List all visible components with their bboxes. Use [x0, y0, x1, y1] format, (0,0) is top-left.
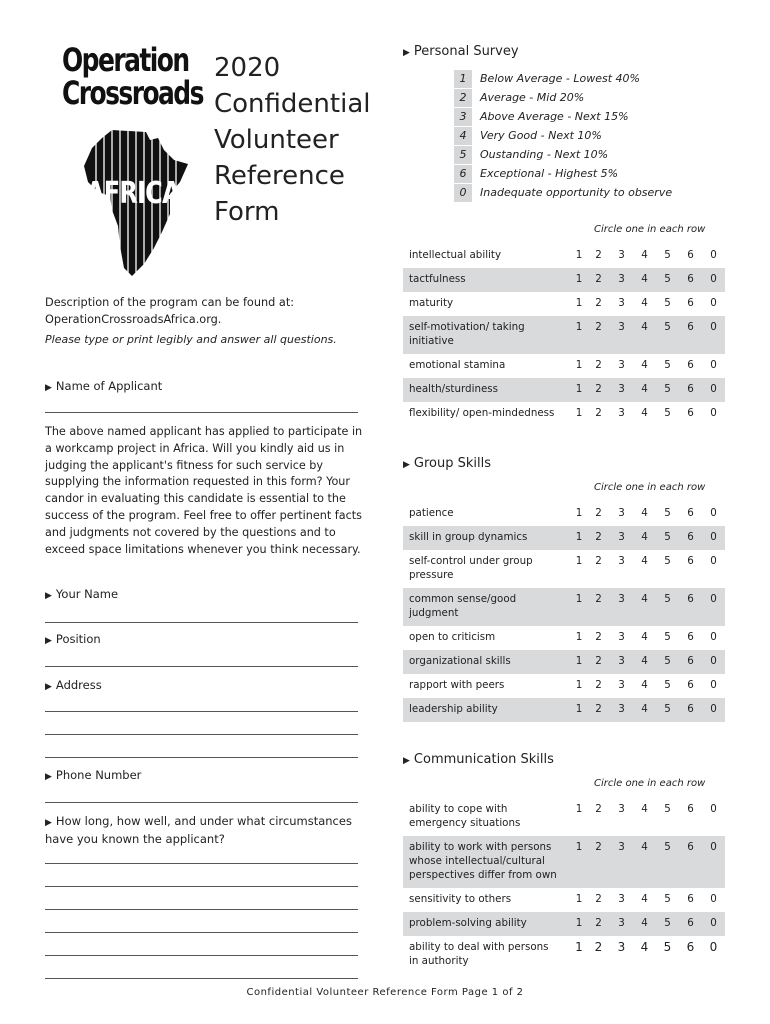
logo-line-3: AFRICA [86, 176, 180, 211]
communication-skills-heading [403, 752, 554, 767]
rating-options [571, 554, 725, 568]
rating-option[interactable]: 0 [710, 679, 717, 691]
rating-options [571, 506, 725, 520]
program-description: Description of the program can be found at: OperationCrossroadsAfrica.org. [45, 296, 295, 326]
rating-option[interactable]: 0 [710, 655, 717, 667]
rating-option[interactable]: 4 [641, 273, 648, 285]
rating-row-label: tactfulness [409, 273, 466, 285]
rating-row [403, 698, 725, 722]
rating-option[interactable]: 6 [687, 555, 694, 567]
rating-option[interactable]: 5 [664, 321, 671, 333]
rating-row-label: organizational skills [409, 655, 511, 667]
rating-row-label: problem-solving ability [409, 917, 527, 929]
rating-option[interactable]: 0 [710, 383, 717, 395]
rating-option[interactable]: 5 [664, 893, 671, 905]
scale-code: 4 [454, 127, 472, 145]
address-label-text: Address [55, 678, 102, 692]
rating-option[interactable]: 6 [687, 593, 694, 605]
rating-option[interactable]: 6 [687, 917, 694, 929]
rating-option[interactable]: 4 [641, 841, 648, 853]
scale-description: Inadequate opportunity to observe [480, 186, 673, 199]
rating-options [571, 702, 725, 716]
rating-row-label: ability to cope with emergency situations [409, 803, 521, 829]
scale-row [454, 69, 672, 88]
how-long-label [45, 813, 365, 847]
rating-row-label: sensitivity to others [409, 893, 512, 905]
scale-code: 6 [454, 165, 472, 183]
rating-option[interactable]: 2 [594, 940, 603, 954]
rating-row-label: self-motivation/ taking initiative [409, 321, 525, 347]
rating-option[interactable]: 4 [641, 555, 648, 567]
rating-option[interactable]: 5 [664, 531, 671, 543]
rating-option[interactable]: 1 [575, 631, 583, 643]
rating-option[interactable]: 1 [575, 531, 583, 543]
rating-option[interactable]: 4 [641, 407, 648, 419]
rating-option[interactable]: 1 [575, 679, 583, 691]
circle-note-personal: Circle one in each row [594, 224, 706, 235]
rating-option[interactable]: 3 [618, 273, 625, 285]
rating-option[interactable]: 3 [618, 803, 625, 815]
communication-skills-title: Communication Skills [413, 752, 554, 767]
rating-option[interactable]: 6 [687, 407, 694, 419]
rating-row [403, 550, 725, 588]
scale-description: Exceptional - Highest 5% [480, 167, 619, 180]
rating-option[interactable]: 3 [618, 555, 625, 567]
rating-row [403, 526, 725, 550]
rating-option[interactable]: 6 [687, 703, 694, 715]
rating-option[interactable]: 0 [710, 703, 717, 715]
rating-option[interactable]: 5 [664, 679, 671, 691]
rating-option[interactable]: 0 [709, 940, 718, 954]
position-label [45, 631, 101, 649]
rating-row [403, 244, 725, 268]
rating-options [571, 382, 725, 396]
rating-option[interactable]: 2 [595, 507, 602, 519]
rating-option[interactable]: 5 [663, 940, 672, 954]
rating-option[interactable]: 4 [640, 940, 649, 954]
rating-options [571, 272, 725, 286]
rating-row [403, 650, 725, 674]
rating-option[interactable]: 5 [664, 703, 671, 715]
rating-row-label: intellectual ability [409, 249, 502, 261]
intro-paragraph: The above named applicant has applied to participate in a workcamp project in Africa. Will you kindly aid us in judging the applicant's fitness for such service by supplying the information requested in this form? Your candor in evaluating this candidate is essential to the success of the program. Feel free to offer pertinent facts and judgments not covered by the questions and to exceed space limitations whenever you think necessary. [45, 425, 363, 556]
rating-row-label: flexibility/ open-mindedness [409, 407, 555, 419]
rating-option[interactable]: 3 [618, 359, 625, 371]
rating-row-label: health/sturdiness [409, 383, 499, 395]
rating-row [403, 354, 725, 378]
rating-row-label: rapport with peers [409, 679, 505, 691]
your-name-field[interactable] [45, 622, 358, 623]
rating-option[interactable]: 4 [641, 383, 648, 395]
rating-row [403, 912, 725, 936]
rating-option[interactable]: 0 [710, 531, 717, 543]
rating-options [571, 358, 725, 372]
rating-option[interactable]: 1 [575, 803, 583, 815]
rating-option[interactable]: 3 [618, 655, 625, 667]
rating-option[interactable]: 6 [687, 359, 694, 371]
rating-options [571, 892, 725, 906]
address-label [45, 677, 102, 695]
logo-line-1: Operation [62, 41, 189, 79]
arrow-icon: ▶ [403, 756, 410, 766]
rating-option[interactable]: 3 [618, 841, 625, 853]
how-long-field-5[interactable] [45, 955, 358, 956]
rating-option[interactable]: 4 [641, 249, 648, 261]
rating-row [403, 674, 725, 698]
scale-code: 5 [454, 146, 472, 164]
title-line-4: Reference [214, 161, 345, 191]
rating-option[interactable]: 6 [687, 893, 694, 905]
rating-option[interactable]: 1 [575, 893, 583, 905]
personal-survey-heading [403, 44, 519, 59]
rating-options [571, 296, 725, 310]
arrow-icon: ▶ [45, 682, 52, 692]
rating-option[interactable]: 1 [575, 273, 583, 285]
rating-option[interactable]: 5 [664, 593, 671, 605]
your-name-label-text: Your Name [55, 587, 119, 601]
rating-option[interactable]: 1 [575, 917, 583, 929]
rating-option[interactable]: 2 [595, 321, 602, 333]
rating-option[interactable]: 2 [595, 383, 602, 395]
rating-options [571, 916, 725, 930]
rating-options [571, 592, 725, 606]
rating-option[interactable]: 0 [710, 893, 717, 905]
scale-code: 2 [454, 89, 472, 107]
phone-field[interactable] [45, 802, 358, 803]
rating-options [571, 320, 725, 334]
rating-option[interactable]: 0 [710, 297, 717, 309]
rating-option[interactable]: 5 [664, 655, 671, 667]
logo-line-2: Crossroads [62, 74, 203, 112]
rating-row-label: self-control under group pressure [409, 555, 533, 581]
rating-option[interactable]: 6 [687, 507, 694, 519]
rating-option[interactable]: 3 [618, 249, 625, 261]
scale-row [454, 145, 672, 164]
rating-option[interactable]: 2 [595, 555, 602, 567]
how-long-field-6[interactable] [45, 978, 358, 979]
how-long-field-2[interactable] [45, 886, 358, 887]
arrow-icon: ▶ [45, 383, 52, 393]
rating-row-label: maturity [409, 297, 454, 309]
rating-option[interactable]: 0 [710, 841, 717, 853]
scale-code: 1 [454, 70, 472, 88]
scale-code: 3 [454, 108, 472, 126]
rating-row [403, 798, 725, 836]
rating-scale-legend [454, 69, 672, 202]
scale-description: Very Good - Next 10% [480, 129, 602, 142]
rating-option[interactable]: 2 [595, 841, 602, 853]
rating-option[interactable]: 1 [575, 593, 583, 605]
address-field-1[interactable] [45, 711, 358, 712]
rating-option[interactable]: 6 [687, 803, 694, 815]
rating-option[interactable]: 2 [595, 249, 602, 261]
circle-note-communication: Circle one in each row [594, 778, 706, 789]
rating-row [403, 588, 725, 626]
rating-option[interactable]: 5 [664, 507, 671, 519]
applicant-name-label [45, 378, 162, 396]
rating-option[interactable]: 4 [641, 531, 648, 543]
scale-description: Oustanding - Next 10% [480, 148, 609, 161]
rating-option[interactable]: 4 [641, 679, 648, 691]
scale-description: Above Average - Next 15% [480, 110, 629, 123]
rating-row-label: open to criticism [409, 631, 496, 643]
rating-row [403, 936, 725, 974]
scale-row [454, 126, 672, 145]
rating-option[interactable]: 3 [618, 383, 625, 395]
rating-row-label: emotional stamina [409, 359, 506, 371]
rating-row-label: patience [409, 507, 454, 519]
rating-option[interactable]: 6 [687, 297, 694, 309]
title-year: 2020 [214, 53, 281, 83]
rating-option[interactable]: 0 [710, 273, 717, 285]
rating-option[interactable]: 1 [575, 249, 583, 261]
rating-row-label: skill in group dynamics [409, 531, 528, 543]
arrow-icon: ▶ [45, 636, 52, 646]
rating-option[interactable]: 1 [575, 321, 583, 333]
rating-option[interactable]: 1 [575, 407, 583, 419]
how-long-field-1[interactable] [45, 863, 358, 864]
rating-option[interactable]: 0 [710, 359, 717, 371]
rating-row [403, 316, 725, 354]
rating-option[interactable]: 0 [710, 593, 717, 605]
rating-option[interactable]: 5 [664, 803, 671, 815]
rating-option[interactable]: 3 [618, 321, 625, 333]
rating-options [571, 654, 725, 668]
rating-option[interactable]: 0 [710, 803, 717, 815]
rating-option[interactable]: 0 [710, 407, 717, 419]
rating-option[interactable]: 6 [687, 655, 694, 667]
rating-option[interactable]: 2 [595, 359, 602, 371]
rating-row-label: common sense/good judgment [409, 593, 517, 619]
title-line-3: Volunteer [214, 125, 339, 155]
rating-option[interactable]: 3 [618, 531, 625, 543]
rating-option[interactable]: 2 [595, 679, 602, 691]
arrow-icon: ▶ [45, 591, 52, 601]
rating-option[interactable]: 0 [710, 507, 717, 519]
how-long-field-4[interactable] [45, 932, 358, 933]
rating-option[interactable]: 3 [618, 893, 625, 905]
your-name-label [45, 586, 118, 604]
rating-option[interactable]: 2 [595, 893, 602, 905]
rating-option[interactable]: 5 [664, 917, 671, 929]
rating-option[interactable]: 0 [710, 917, 717, 929]
applicant-name-label-text: Name of Applicant [55, 379, 163, 393]
rating-option[interactable]: 3 [618, 917, 625, 929]
rating-option[interactable]: 1 [575, 940, 583, 954]
arrow-icon: ▶ [45, 772, 52, 782]
rating-row-label: ability to deal with persons in authority [409, 941, 549, 967]
form-title [214, 50, 370, 230]
rating-option[interactable]: 4 [641, 359, 648, 371]
rating-option[interactable]: 5 [664, 407, 671, 419]
rating-option[interactable]: 2 [595, 531, 602, 543]
scale-row [454, 88, 672, 107]
rating-row [403, 268, 725, 292]
rating-option[interactable]: 2 [595, 631, 602, 643]
position-field[interactable] [45, 666, 358, 667]
rating-row [403, 378, 725, 402]
arrow-icon: ▶ [403, 460, 410, 470]
page-footer: Confidential Volunteer Reference Form Page 1 of 2 [246, 987, 524, 998]
rating-option[interactable]: 2 [595, 703, 602, 715]
rating-option[interactable]: 4 [641, 297, 648, 309]
rating-option[interactable]: 4 [641, 803, 648, 815]
scale-row [454, 107, 672, 126]
position-label-text: Position [55, 632, 101, 646]
instruction-text: Please type or print legibly and answer all questions. [45, 333, 337, 346]
group-skills-table [403, 502, 725, 722]
rating-row [403, 502, 725, 526]
rating-option[interactable]: 3 [618, 679, 625, 691]
rating-option[interactable]: 3 [618, 407, 625, 419]
rating-row [403, 626, 725, 650]
rating-option[interactable]: 5 [664, 297, 671, 309]
rating-row-label: ability to work with persons whose intellectual/cultural perspectives differ from own [409, 841, 557, 881]
rating-option[interactable]: 6 [687, 841, 694, 853]
rating-option[interactable]: 2 [595, 803, 602, 815]
title-line-2: Confidential [214, 89, 371, 119]
rating-option[interactable]: 2 [595, 297, 602, 309]
rating-option[interactable]: 5 [664, 273, 671, 285]
rating-option[interactable]: 5 [664, 631, 671, 643]
rating-option[interactable]: 4 [641, 893, 648, 905]
rating-row [403, 292, 725, 316]
title-line-5: Form [214, 197, 280, 227]
phone-label [45, 767, 141, 785]
rating-option[interactable]: 1 [575, 359, 583, 371]
scale-code: 0 [454, 184, 472, 202]
rating-option[interactable]: 1 [575, 507, 583, 519]
how-long-label-text: How long, how well, and under what circumstances have you known the applicant? [45, 814, 352, 846]
rating-option[interactable]: 1 [575, 703, 583, 715]
rating-options [571, 530, 725, 544]
scale-row [454, 183, 672, 202]
how-long-field-3[interactable] [45, 909, 358, 910]
rating-options [571, 630, 725, 644]
group-skills-title: Group Skills [413, 456, 492, 471]
rating-row [403, 402, 725, 426]
rating-option[interactable]: 0 [710, 321, 717, 333]
rating-option[interactable]: 5 [664, 249, 671, 261]
circle-note-group: Circle one in each row [594, 482, 706, 493]
organization-logo [62, 41, 203, 276]
rating-option[interactable]: 3 [617, 940, 626, 954]
address-field-2[interactable] [45, 734, 358, 735]
rating-options [571, 678, 725, 692]
communication-skills-table [403, 798, 725, 974]
arrow-icon: ▶ [45, 818, 52, 828]
personal-survey-table [403, 244, 725, 426]
rating-options [571, 940, 725, 954]
rating-option[interactable]: 6 [687, 249, 694, 261]
scale-row [454, 164, 672, 183]
rating-option[interactable]: 6 [687, 383, 694, 395]
rating-row-label: leadership ability [409, 703, 498, 715]
rating-option[interactable]: 4 [641, 321, 648, 333]
rating-row [403, 888, 725, 912]
rating-option[interactable]: 6 [687, 321, 694, 333]
rating-option[interactable]: 1 [575, 841, 583, 853]
rating-option[interactable]: 5 [664, 841, 671, 853]
phone-label-text: Phone Number [55, 768, 142, 782]
address-field-3[interactable] [45, 757, 358, 758]
rating-option[interactable]: 4 [641, 917, 648, 929]
rating-option[interactable]: 0 [710, 249, 717, 261]
rating-option[interactable]: 6 [687, 273, 694, 285]
rating-option[interactable]: 1 [575, 383, 583, 395]
rating-option[interactable]: 2 [595, 917, 602, 929]
rating-option[interactable]: 1 [575, 555, 583, 567]
group-skills-heading [403, 456, 491, 471]
rating-option[interactable]: 5 [664, 359, 671, 371]
rating-option[interactable]: 6 [687, 531, 694, 543]
rating-options [571, 840, 725, 854]
rating-option[interactable]: 6 [687, 631, 694, 643]
rating-option[interactable]: 4 [641, 655, 648, 667]
rating-option[interactable]: 3 [618, 297, 625, 309]
rating-option[interactable]: 2 [595, 273, 602, 285]
rating-options [571, 802, 725, 816]
rating-option[interactable]: 5 [664, 555, 671, 567]
scale-description: Below Average - Lowest 40% [480, 72, 640, 85]
rating-options [571, 248, 725, 262]
personal-survey-title: Personal Survey [413, 44, 519, 59]
rating-option[interactable]: 4 [641, 703, 648, 715]
rating-option[interactable]: 3 [618, 593, 625, 605]
rating-option[interactable]: 2 [595, 655, 602, 667]
rating-option[interactable]: 3 [618, 703, 625, 715]
rating-option[interactable]: 4 [641, 507, 648, 519]
rating-option[interactable]: 1 [575, 297, 583, 309]
rating-option[interactable]: 6 [686, 940, 695, 954]
rating-option[interactable]: 1 [575, 655, 583, 667]
rating-option[interactable]: 5 [664, 383, 671, 395]
rating-option[interactable]: 0 [710, 631, 717, 643]
rating-option[interactable]: 3 [618, 507, 625, 519]
rating-option[interactable]: 4 [641, 631, 648, 643]
rating-option[interactable]: 2 [595, 593, 602, 605]
rating-option[interactable]: 0 [710, 555, 717, 567]
arrow-icon: ▶ [403, 48, 410, 58]
rating-option[interactable]: 6 [687, 679, 694, 691]
rating-options [571, 406, 725, 420]
rating-option[interactable]: 4 [641, 593, 648, 605]
rating-option[interactable]: 3 [618, 631, 625, 643]
applicant-name-field[interactable] [45, 412, 358, 413]
rating-option[interactable]: 2 [595, 407, 602, 419]
rating-row [403, 836, 725, 888]
scale-description: Average - Mid 20% [480, 91, 585, 104]
